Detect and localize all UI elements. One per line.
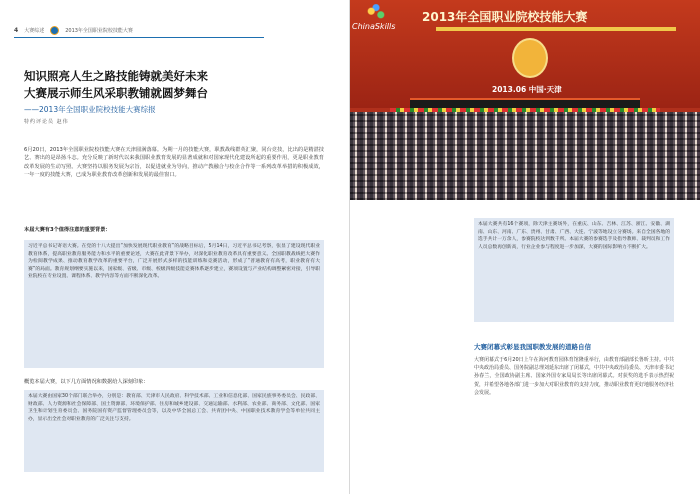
stage-date-location: 2013.06 中国·天津: [492, 85, 562, 94]
stage-banner: 2013年全国职业院校技能大赛: [422, 10, 588, 24]
highlight-box-1: [24, 240, 324, 368]
page-number: 4: [14, 26, 19, 34]
article-subtitle: ——2013年全国职业院校技能大赛综报: [24, 105, 156, 114]
article-title-line2: 大赛展示师生风采职教铺就圆梦舞台: [24, 86, 208, 100]
right-highlight-text: 本届大赛共有16个赛项，除天津主赛场外，在重庆、山东、吉林、江苏、浙江、安徽、湖南、山东、河南、广东、贵州、甘肃、广西、大连、宁波等地设立分赛场。来自全国各地的选手共计一万余人，参赛院校达到数千所。本届大赛的参赛选手及指导教师、裁判员和工作人员总数再创新高，行业企业参与程度进一步加深，大赛的国际影响力不断扩大。: [478, 222, 670, 250]
header-rule: [14, 37, 264, 38]
section-label: 大赛综述: [24, 27, 45, 34]
publication-title: 2013年全国职业院校技能大赛: [65, 27, 133, 34]
right-section-heading: 大赛闭幕式彰显我国职教发展的道路自信: [474, 343, 591, 351]
article-title-line1: 知识照亮人生之路技能铸就美好未来: [24, 69, 208, 83]
skills-logo-icon: [50, 26, 59, 35]
ceremony-photo: [350, 0, 700, 200]
audience-crowd-shading: [350, 112, 700, 200]
stage-ribbon: [436, 27, 676, 31]
intro-paragraph: 6月20日，2013年全国职业院校技能大赛在天津圆满落幕。为期一月的技能大赛，职教战线群英汇聚，同台竞技，比出的是精湛技艺、赛出的是昂扬斗志。充分反映了新时代以来我国职业教育发展的显著成就和对国家现代化建设所起的重要作用，更是职业教育改革发展的生动写照。大赛坚持以服务发展为宗旨，以促进就业为导向，推动产教融合与校企合作等一系列改革举措的积极成效，一年一度的技能大赛，已成为职业教育改革创新和发展的最佳窗口。: [24, 147, 324, 179]
summary-lead: 本届大赛有3个值得注意的重要背景：: [24, 227, 111, 233]
event-emblem-icon: [512, 38, 548, 78]
highlight-box-2-text: 本届大赛由国家30个部门联合举办，分别是：教育部、天津市人民政府、科学技术部、工业和信息化部、国家民族事务委员会、民政部、财政部、人力资源和社会保障部、国土资源部、环境保护部、住房和城乡建设部、交通运输部、水利部、农业部、商务部、文化部、国家卫生和计划生育委员会、国务院国有资产监督管理委员会等，以及中华全国总工会、共青团中央、中国职业技术教育学会等单位共同主办，显示出全社会对职业教育的广泛关注与支持。: [28, 394, 320, 422]
right-body-paragraph: 大赛闭幕式于6月20日上午在海河教育园体育馆隆重举行，由教育部副部长鲁昕主持。中共中央政治局委员、国务院副总理刘延东出席了闭幕式，中共中央政治局委员、天津市委书记孙春兰，全国政协副主席、国家外国专家局局长等出席闭幕式。对获奖的选手表示热烈祝贺，并希望各地各部门进一步加大对职业教育的支持力度，推动职业教育更好地服务经济社会发展。: [474, 357, 675, 396]
right-highlight-box: [474, 218, 674, 322]
overview-lead: 概览本届大赛，以下几方面情况和数据给人深刻印象：: [24, 379, 149, 385]
byline: 特约评论员 赵伟: [24, 119, 69, 125]
highlight-box-2: [24, 390, 324, 472]
page-header: [14, 24, 336, 36]
chinaskills-logo-icon: [364, 4, 388, 22]
highlight-box-1-text: 习近平总书记寄语大赛。在党的十八大提出“加快发展现代职业教育”的战略目标后，5月14日，习近平总书记考察，张显了建设现代职业教育体系，提高职业教育服务能力和水平的重要论述，大赛在此背景下举办，对深化职业教育改革具有重要意义。全国职教战线把大赛作为检阅教学成果、推动教育教学改革的重要平台，广泛开展形式多样的技能训练和竞赛活动，形成了“普通教育有高考，职业教育有大赛”的局面。教育规划纲要实施以来，国家级、省级、市级、校级四级技能竞赛体系逐步建立，赛项设置与产业结构调整紧密对接，引导职业院校在专业设置、课程体系、教学内容等方面不断深化改革。: [28, 244, 320, 280]
chinaskills-logo-text: ChinaSkills: [352, 22, 396, 31]
